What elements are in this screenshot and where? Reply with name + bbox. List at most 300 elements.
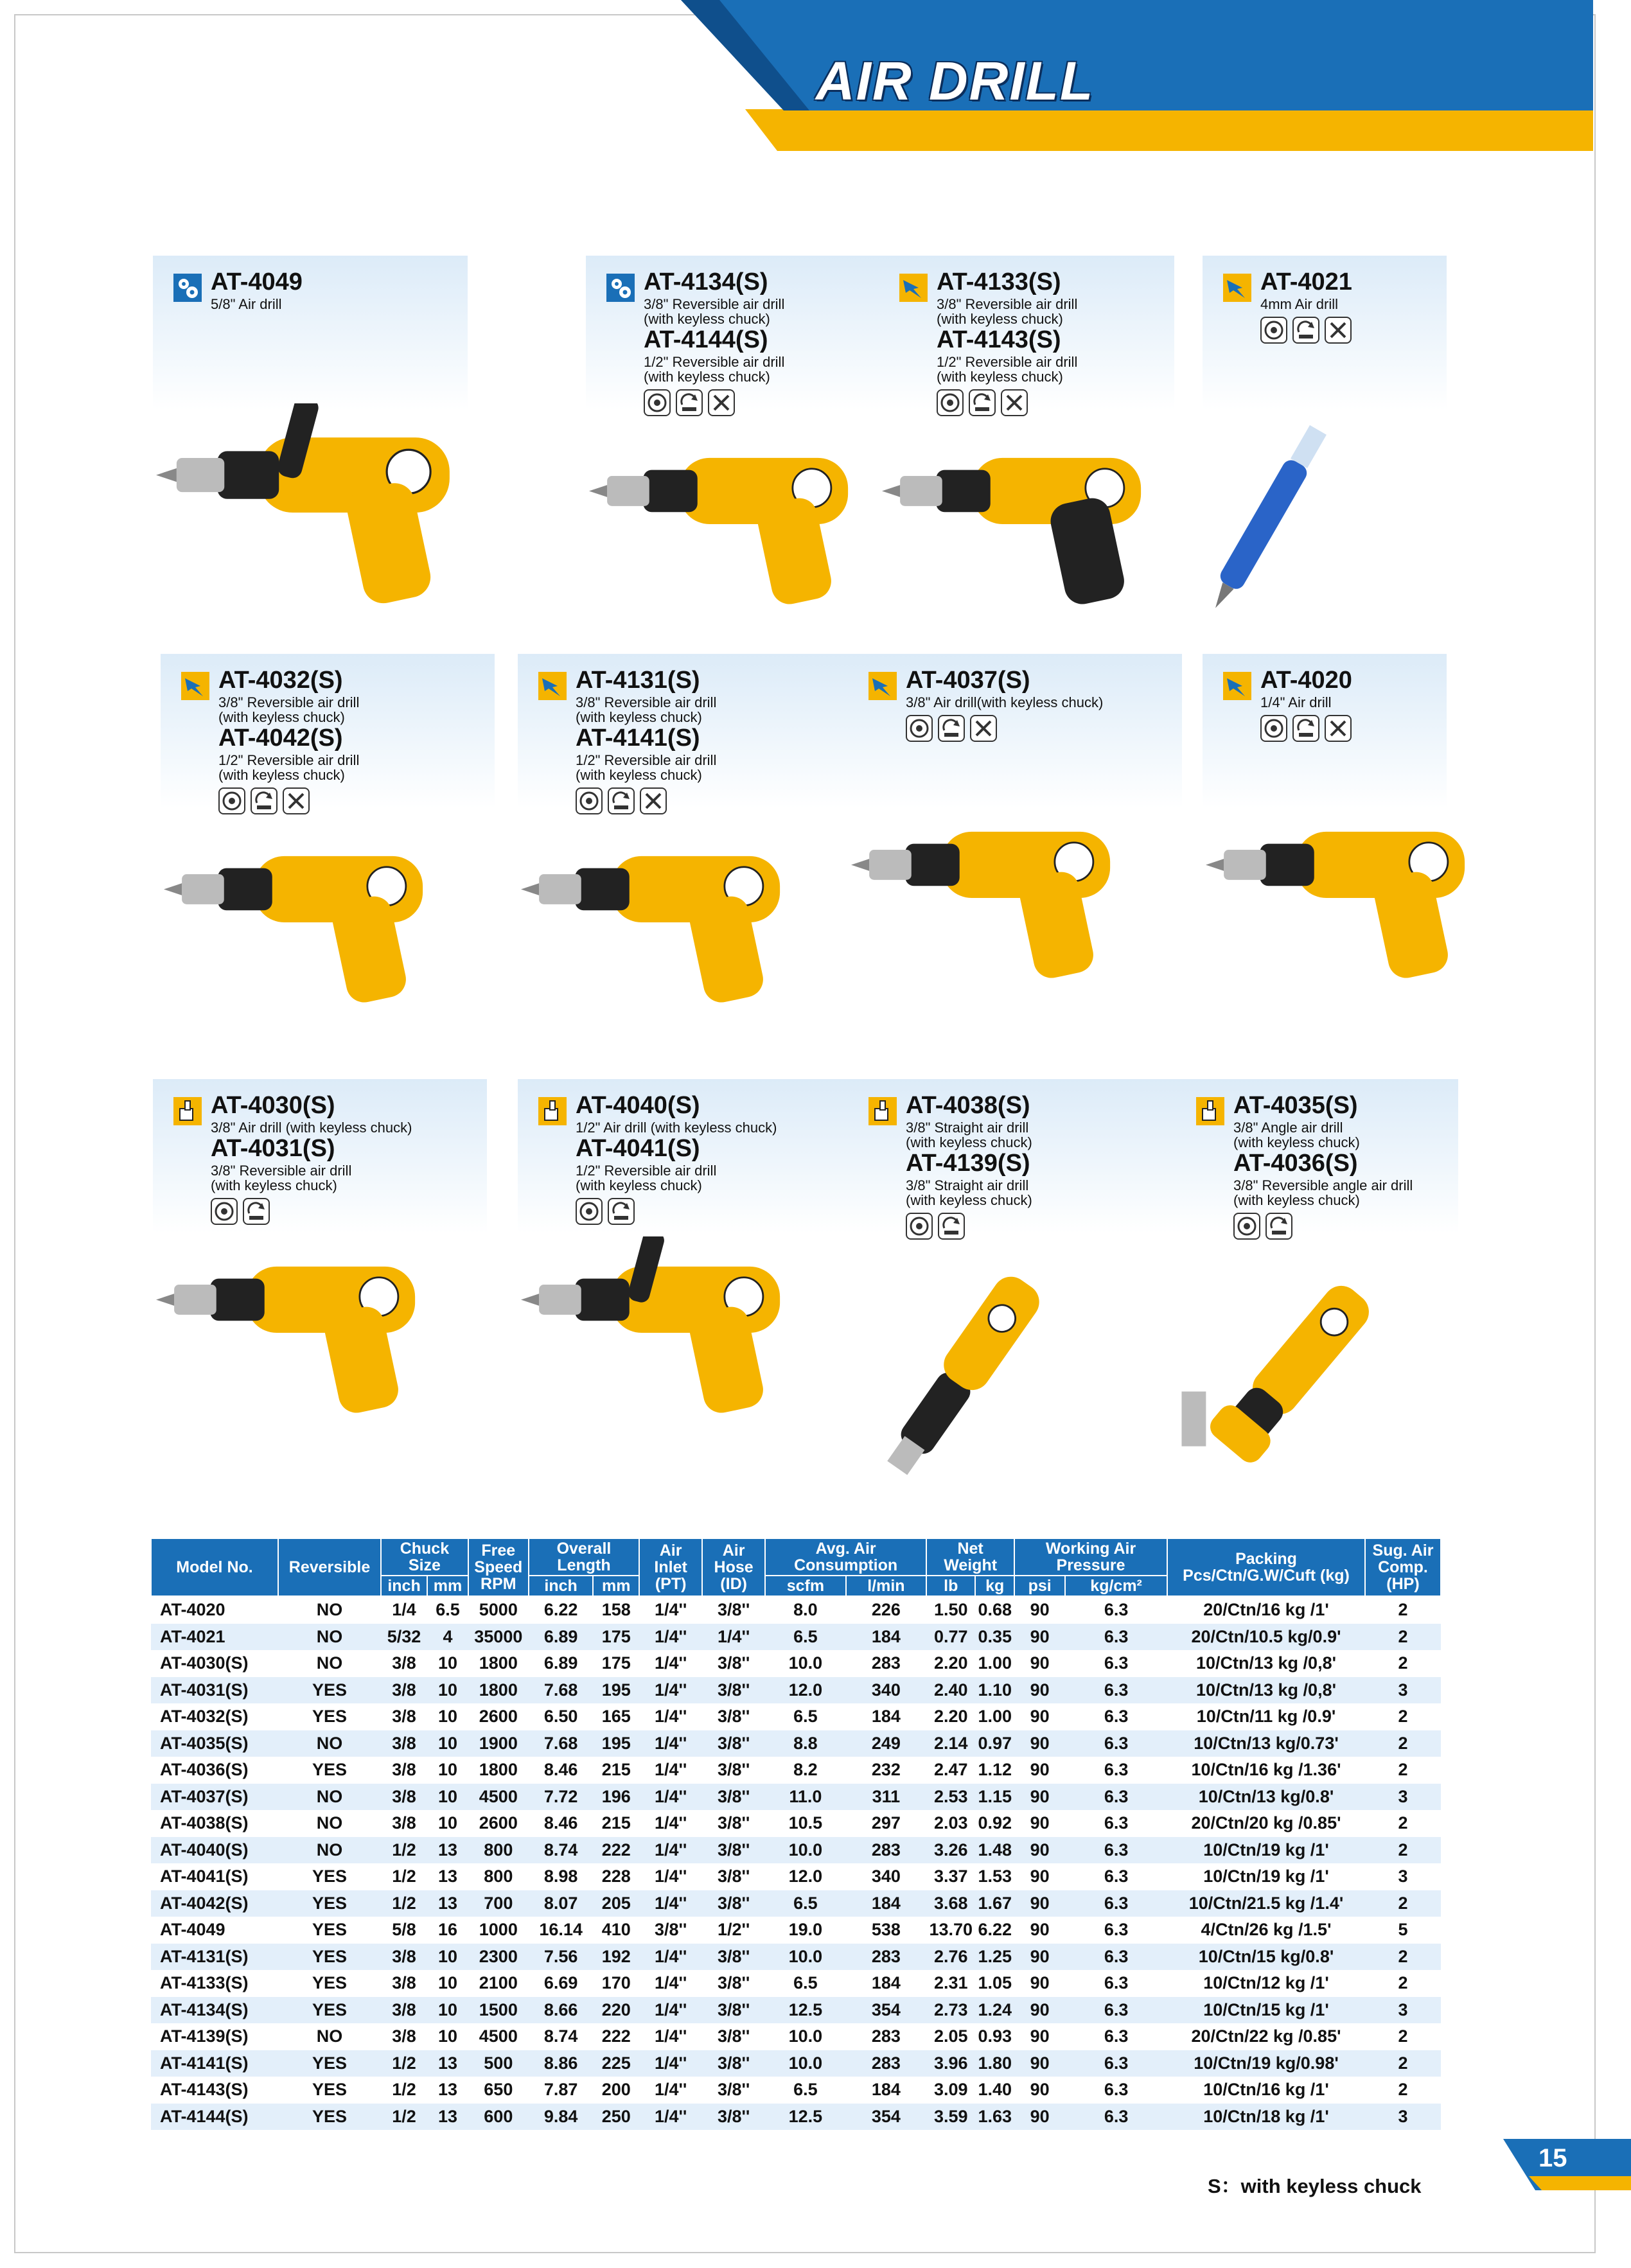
drill-product-image <box>586 428 881 624</box>
table-cell: 1/4'' <box>639 2104 702 2131</box>
table-cell: 13.70 <box>926 1917 975 1944</box>
bird-badge-icon <box>868 672 897 700</box>
table-cell: 3.68 <box>926 1890 975 1917</box>
table-cell: 10 <box>427 1970 468 1997</box>
table-cell: 800 <box>468 1863 529 1890</box>
table-cell: 10/Ctn/11 kg /0.9' <box>1167 1703 1365 1730</box>
table-cell: YES <box>278 1890 381 1917</box>
cross-icon <box>1001 389 1028 416</box>
table-cell: 1.15 <box>975 1784 1014 1811</box>
table-cell: 3.59 <box>926 2104 975 2131</box>
table-row <box>151 1997 1441 2024</box>
table-cell: 1.48 <box>975 1837 1014 1864</box>
table-cell: 90 <box>1014 1997 1065 2024</box>
table-cell: 2 <box>1365 2077 1441 2104</box>
table-cell: 3/8 <box>381 1757 427 1784</box>
table-cell: 283 <box>846 2023 926 2050</box>
table-cell: 90 <box>1014 1810 1065 1837</box>
product-card <box>1203 654 1447 1052</box>
table-cell: NO <box>278 1730 381 1757</box>
model-description: 3/8" Angle air drill (with keyless chuck) <box>1233 1120 1360 1150</box>
table-cell: 6.3 <box>1065 1624 1167 1651</box>
model-cell: AT-4035(S) <box>151 1730 278 1757</box>
col-inlet: Air Inlet (PT) <box>639 1538 702 1596</box>
model-number: AT-4144(S) <box>644 326 768 353</box>
table-cell: NO <box>278 1596 381 1624</box>
table-cell: 7.68 <box>529 1730 594 1757</box>
table-cell: 1/4'' <box>639 2077 702 2104</box>
model-description: 3/8" Air drill (with keyless chuck) <box>211 1120 412 1136</box>
table-cell: NO <box>278 1837 381 1864</box>
model-description: 1/2" Reversible air drill (with keyless chuck) <box>937 354 1078 385</box>
model-description: 3/8" Reversible air drill (with keyless chuck) <box>211 1163 352 1193</box>
table-cell: 1.50 <box>926 1596 975 1624</box>
table-cell: 6.3 <box>1065 2104 1167 2131</box>
table-cell: 35000 <box>468 1624 529 1651</box>
spec-table-body <box>151 1596 1441 2130</box>
table-cell: 10 <box>427 1677 468 1704</box>
table-cell: 3/8'' <box>702 1650 765 1677</box>
table-cell: 7.87 <box>529 2077 594 2104</box>
table-cell: 3/8'' <box>702 1837 765 1864</box>
table-cell: YES <box>278 2104 381 2131</box>
table-cell: 3.96 <box>926 2050 975 2077</box>
reverse-icon <box>251 787 278 814</box>
chuck-icon <box>1233 1213 1260 1240</box>
model-description: 3/8" Straight air drill (with keyless chuck) <box>906 1177 1032 1208</box>
table-cell: 1/4'' <box>639 1890 702 1917</box>
chuck-icon <box>211 1198 238 1225</box>
table-row <box>151 1650 1441 1677</box>
col-pressure-kg: kg/cm² <box>1065 1576 1167 1596</box>
table-cell: 192 <box>593 1944 639 1971</box>
table-cell: 0.92 <box>975 1810 1014 1837</box>
table-row <box>151 1703 1441 1730</box>
table-cell: 2 <box>1365 1596 1441 1624</box>
bird-badge-icon <box>1223 274 1251 302</box>
product-card <box>153 1079 487 1477</box>
table-cell: 1/4'' <box>639 1624 702 1651</box>
table-cell: 165 <box>593 1703 639 1730</box>
model-description: 1/4" Air drill <box>1260 694 1332 710</box>
drill-product-image <box>161 826 456 1022</box>
table-cell: 90 <box>1014 1890 1065 1917</box>
bird-badge-icon <box>1223 672 1251 700</box>
table-cell: 1/4'' <box>639 1944 702 1971</box>
table-cell: 1/2 <box>381 2050 427 2077</box>
model-cell: AT-4030(S) <box>151 1650 278 1677</box>
table-cell: 7.72 <box>529 1784 594 1811</box>
thumb-badge-icon <box>173 1097 202 1125</box>
table-cell: 1/4'' <box>639 2023 702 2050</box>
table-cell: 90 <box>1014 1917 1065 1944</box>
table-cell: 10 <box>427 1730 468 1757</box>
chuck-icon <box>1260 715 1287 742</box>
table-cell: 2.03 <box>926 1810 975 1837</box>
model-number: AT-4031(S) <box>211 1135 335 1162</box>
gear-badge-icon <box>173 274 202 302</box>
table-cell: 3/8'' <box>702 1997 765 2024</box>
product-card <box>153 256 468 654</box>
table-cell: 6.3 <box>1065 1596 1167 1624</box>
table-cell: 6.50 <box>529 1703 594 1730</box>
table-cell: 700 <box>468 1890 529 1917</box>
table-cell: 1800 <box>468 1757 529 1784</box>
table-cell: 2600 <box>468 1810 529 1837</box>
table-cell: 1800 <box>468 1650 529 1677</box>
table-cell: 10 <box>427 1703 468 1730</box>
table-cell: 3/8 <box>381 1970 427 1997</box>
table-cell: 3/8 <box>381 1997 427 2024</box>
table-cell: 8.98 <box>529 1863 594 1890</box>
table-cell: 90 <box>1014 2050 1065 2077</box>
table-cell: 6.3 <box>1065 1757 1167 1784</box>
model-cell: AT-4133(S) <box>151 1970 278 1997</box>
model-description: 3/8" Reversible air drill (with keyless chuck) <box>576 694 717 725</box>
chuck-icon <box>218 787 245 814</box>
table-cell: 10 <box>427 1944 468 1971</box>
table-cell: 1.00 <box>975 1703 1014 1730</box>
model-cell: AT-4038(S) <box>151 1810 278 1837</box>
bird-badge-icon <box>181 672 209 700</box>
table-cell: 5/8 <box>381 1917 427 1944</box>
table-cell: 8.74 <box>529 1837 594 1864</box>
table-cell: 3/8'' <box>702 1784 765 1811</box>
table-cell: 4500 <box>468 1784 529 1811</box>
table-row <box>151 1624 1441 1651</box>
table-cell: 232 <box>846 1757 926 1784</box>
table-cell: NO <box>278 1810 381 1837</box>
table-cell: 1/4'' <box>639 1863 702 1890</box>
chuck-icon <box>906 715 933 742</box>
table-cell: 5/32 <box>381 1624 427 1651</box>
table-cell: 6.3 <box>1065 2077 1167 2104</box>
reverse-icon <box>243 1198 270 1225</box>
table-cell: 195 <box>593 1730 639 1757</box>
drill-product-image <box>1203 403 1331 638</box>
model-number: AT-4042(S) <box>218 725 343 752</box>
table-row <box>151 1677 1441 1704</box>
table-cell: 175 <box>593 1624 639 1651</box>
drill-product-image <box>518 826 813 1022</box>
model-number: AT-4036(S) <box>1233 1150 1358 1177</box>
table-cell: 538 <box>846 1917 926 1944</box>
table-cell: 6.3 <box>1065 1837 1167 1864</box>
table-cell: 6.3 <box>1065 1810 1167 1837</box>
model-description: 1/2" Reversible air drill (with keyless chuck) <box>576 752 717 783</box>
chuck-icon <box>1260 317 1287 344</box>
table-cell: 2.73 <box>926 1997 975 2024</box>
table-cell: 1/4'' <box>639 2050 702 2077</box>
cross-icon <box>640 787 667 814</box>
table-cell: 4500 <box>468 2023 529 2050</box>
model-cell: AT-4131(S) <box>151 1944 278 1971</box>
model-number: AT-4131(S) <box>576 667 700 694</box>
table-cell: 1/4'' <box>639 1677 702 1704</box>
reverse-icon <box>1292 715 1319 742</box>
table-cell: 20/Ctn/10.5 kg/0.9' <box>1167 1624 1365 1651</box>
model-description: 1/2" Reversible air drill (with keyless chuck) <box>576 1163 717 1193</box>
table-cell: 1/2 <box>381 1890 427 1917</box>
table-cell: 297 <box>846 1810 926 1837</box>
table-cell: 7.56 <box>529 1944 594 1971</box>
table-cell: 2600 <box>468 1703 529 1730</box>
table-cell: 225 <box>593 2050 639 2077</box>
col-packing: Packing Pcs/Ctn/G.W/Cuft (kg) <box>1167 1538 1365 1596</box>
table-cell: 6.22 <box>529 1596 594 1624</box>
table-cell: 11.0 <box>765 1784 846 1811</box>
model-number: AT-4134(S) <box>644 268 768 295</box>
product-card <box>1203 256 1447 654</box>
table-cell: 170 <box>593 1970 639 1997</box>
table-cell: 2.20 <box>926 1650 975 1677</box>
table-cell: 1/2 <box>381 2077 427 2104</box>
table-row <box>151 1917 1441 1944</box>
table-cell: 500 <box>468 2050 529 2077</box>
product-card <box>518 654 852 1052</box>
table-cell: 90 <box>1014 1624 1065 1651</box>
table-cell: 3/8 <box>381 1730 427 1757</box>
reverse-icon <box>608 1198 635 1225</box>
table-cell: 19.0 <box>765 1917 846 1944</box>
table-cell: 6.3 <box>1065 1917 1167 1944</box>
chuck-icon <box>576 787 603 814</box>
table-cell: NO <box>278 1624 381 1651</box>
table-cell: 10/Ctn/19 kg/0.98' <box>1167 2050 1365 2077</box>
table-cell: 9.84 <box>529 2104 594 2131</box>
table-cell: 1900 <box>468 1730 529 1757</box>
table-cell: 3/8 <box>381 1784 427 1811</box>
model-description: 3/8" Reversible air drill (with keyless chuck) <box>937 296 1078 327</box>
col-pressure: Working Air Pressure <box>1014 1538 1167 1576</box>
table-cell: 90 <box>1014 1837 1065 1864</box>
table-cell: 3/8 <box>381 1703 427 1730</box>
table-cell: 3 <box>1365 1784 1441 1811</box>
spec-table <box>150 1538 1441 2130</box>
table-cell: 184 <box>846 1703 926 1730</box>
table-cell: 10.0 <box>765 2050 846 2077</box>
table-cell: 222 <box>593 1837 639 1864</box>
model-number: AT-4032(S) <box>218 667 343 694</box>
table-cell: 283 <box>846 1944 926 1971</box>
table-cell: 10 <box>427 1650 468 1677</box>
drill-product-image <box>1176 1251 1407 1499</box>
table-cell: 6.3 <box>1065 1890 1167 1917</box>
reverse-icon <box>969 389 996 416</box>
table-cell: 1.00 <box>975 1650 1014 1677</box>
model-cell: AT-4143(S) <box>151 2077 278 2104</box>
table-cell: 12.0 <box>765 1863 846 1890</box>
model-number: AT-4020 <box>1260 667 1352 694</box>
col-length-mm: mm <box>593 1576 639 1596</box>
table-cell: 184 <box>846 1970 926 1997</box>
model-description: 4mm Air drill <box>1260 296 1339 312</box>
table-cell: 283 <box>846 1650 926 1677</box>
table-cell: 6.89 <box>529 1624 594 1651</box>
table-cell: 1.10 <box>975 1677 1014 1704</box>
table-cell: 340 <box>846 1677 926 1704</box>
model-cell: AT-4021 <box>151 1624 278 1651</box>
model-cell: AT-4041(S) <box>151 1863 278 1890</box>
table-cell: 6.5 <box>765 2077 846 2104</box>
model-cell: AT-4134(S) <box>151 1997 278 2024</box>
table-cell: 6.22 <box>975 1917 1014 1944</box>
model-number: AT-4139(S) <box>906 1150 1030 1177</box>
chuck-icon <box>937 389 964 416</box>
drill-product-image <box>848 802 1143 998</box>
table-cell: 3 <box>1365 2104 1441 2131</box>
model-description: 3/8" Reversible air drill (with keyless chuck) <box>218 694 360 725</box>
reverse-icon <box>1292 317 1319 344</box>
table-cell: 8.8 <box>765 1730 846 1757</box>
table-cell: 0.93 <box>975 2023 1014 2050</box>
product-card <box>518 1079 852 1477</box>
table-cell: 90 <box>1014 1730 1065 1757</box>
drill-product-image <box>153 403 487 625</box>
table-cell: 200 <box>593 2077 639 2104</box>
table-cell: 6.3 <box>1065 1863 1167 1890</box>
table-row <box>151 2104 1441 2131</box>
table-cell: 3/8 <box>381 2023 427 2050</box>
table-cell: 10/Ctn/15 kg /1' <box>1167 1997 1365 2024</box>
table-cell: 196 <box>593 1784 639 1811</box>
drill-product-image <box>879 428 1174 624</box>
table-cell: YES <box>278 2050 381 2077</box>
model-description: 1/2" Reversible air drill (with keyless chuck) <box>644 354 785 385</box>
table-cell: 10 <box>427 2023 468 2050</box>
table-cell: 16.14 <box>529 1917 594 1944</box>
drill-product-image <box>848 1251 1079 1499</box>
cross-icon <box>970 715 997 742</box>
table-cell: 1.80 <box>975 2050 1014 2077</box>
table-cell: 1/4'' <box>639 1596 702 1624</box>
product-card <box>879 256 1174 654</box>
table-cell: 8.07 <box>529 1890 594 1917</box>
table-cell: 13 <box>427 1863 468 1890</box>
table-cell: 6.3 <box>1065 1650 1167 1677</box>
table-cell: 10/Ctn/13 kg /0,8' <box>1167 1650 1365 1677</box>
col-weight: Net Weight <box>926 1538 1014 1576</box>
table-cell: 3/8'' <box>702 2023 765 2050</box>
table-cell: 12.0 <box>765 1677 846 1704</box>
table-cell: 16 <box>427 1917 468 1944</box>
chuck-icon <box>906 1213 933 1240</box>
table-cell: 3/8'' <box>639 1917 702 1944</box>
table-cell: 10.0 <box>765 1650 846 1677</box>
table-cell: 6.3 <box>1065 1944 1167 1971</box>
table-cell: 90 <box>1014 1703 1065 1730</box>
table-cell: YES <box>278 1997 381 2024</box>
table-cell: 3 <box>1365 1863 1441 1890</box>
table-cell: 6.89 <box>529 1650 594 1677</box>
table-cell: 10.5 <box>765 1810 846 1837</box>
table-cell: 3/8'' <box>702 1703 765 1730</box>
table-cell: 1/4 <box>381 1596 427 1624</box>
table-cell: 2300 <box>468 1944 529 1971</box>
model-number: AT-4037(S) <box>906 667 1030 694</box>
table-cell: 3/8'' <box>702 2050 765 2077</box>
table-cell: 90 <box>1014 2023 1065 2050</box>
model-number: AT-4035(S) <box>1233 1092 1358 1119</box>
table-cell: 10/Ctn/19 kg /1' <box>1167 1863 1365 1890</box>
table-cell: 90 <box>1014 1784 1065 1811</box>
table-cell: 226 <box>846 1596 926 1624</box>
product-card <box>161 654 495 1052</box>
table-cell: 2.31 <box>926 1970 975 1997</box>
table-cell: 6.3 <box>1065 1784 1167 1811</box>
table-cell: 0.35 <box>975 1624 1014 1651</box>
keyless-footnote: S：with keyless chuck <box>1208 2175 1422 2197</box>
table-cell: 90 <box>1014 1757 1065 1784</box>
table-row <box>151 1810 1441 1837</box>
model-cell: AT-4049 <box>151 1917 278 1944</box>
table-cell: 3/8'' <box>702 1944 765 1971</box>
table-cell: 90 <box>1014 1970 1065 1997</box>
table-cell: 800 <box>468 1837 529 1864</box>
thumb-badge-icon <box>538 1097 567 1125</box>
table-cell: 90 <box>1014 2104 1065 2131</box>
table-cell: 3/8'' <box>702 1810 765 1837</box>
thumb-badge-icon <box>1196 1097 1224 1125</box>
table-cell: 3.26 <box>926 1837 975 1864</box>
table-cell: 3/8'' <box>702 1730 765 1757</box>
table-cell: 1.05 <box>975 1970 1014 1997</box>
table-cell: 7.68 <box>529 1677 594 1704</box>
table-cell: 3/8'' <box>702 2104 765 2131</box>
table-cell: 228 <box>593 1863 639 1890</box>
table-cell: 1/4'' <box>702 1624 765 1651</box>
product-card <box>848 654 1182 1052</box>
table-cell: 12.5 <box>765 1997 846 2024</box>
model-number: AT-4030(S) <box>211 1092 335 1119</box>
model-number: AT-4143(S) <box>937 326 1061 353</box>
drill-product-image <box>153 1236 448 1432</box>
table-cell: 10 <box>427 1810 468 1837</box>
model-cell: AT-4036(S) <box>151 1757 278 1784</box>
page-number: 15 <box>1538 2144 1567 2172</box>
table-cell: 2 <box>1365 2023 1441 2050</box>
col-model: Model No. <box>151 1538 278 1596</box>
table-cell: 10.0 <box>765 2023 846 2050</box>
table-cell: 10.0 <box>765 1944 846 1971</box>
col-chuck: Chuck Size <box>381 1538 468 1576</box>
table-cell: 215 <box>593 1757 639 1784</box>
model-number: AT-4049 <box>211 268 303 295</box>
table-cell: 184 <box>846 1624 926 1651</box>
table-cell: 6.3 <box>1065 2050 1167 2077</box>
table-cell: 6.3 <box>1065 1703 1167 1730</box>
model-number: AT-4133(S) <box>937 268 1061 295</box>
table-cell: 2 <box>1365 1703 1441 1730</box>
table-cell: NO <box>278 1784 381 1811</box>
table-cell: 10/Ctn/13 kg/0.73' <box>1167 1730 1365 1757</box>
col-pressure-psi: psi <box>1014 1576 1065 1596</box>
thumb-badge-icon <box>868 1097 897 1125</box>
table-cell: 3/8'' <box>702 1970 765 1997</box>
table-cell: 10/Ctn/16 kg /1' <box>1167 2077 1365 2104</box>
model-description: 3/8" Air drill(with keyless chuck) <box>906 694 1104 710</box>
table-cell: 2.47 <box>926 1757 975 1784</box>
table-row <box>151 2050 1441 2077</box>
table-cell: 1/2 <box>381 1863 427 1890</box>
table-cell: 8.74 <box>529 2023 594 2050</box>
table-cell: 1800 <box>468 1677 529 1704</box>
model-cell: AT-4144(S) <box>151 2104 278 2131</box>
table-cell: 249 <box>846 1730 926 1757</box>
model-cell: AT-4042(S) <box>151 1890 278 1917</box>
model-cell: AT-4020 <box>151 1596 278 1624</box>
table-cell: 6.3 <box>1065 1997 1167 2024</box>
